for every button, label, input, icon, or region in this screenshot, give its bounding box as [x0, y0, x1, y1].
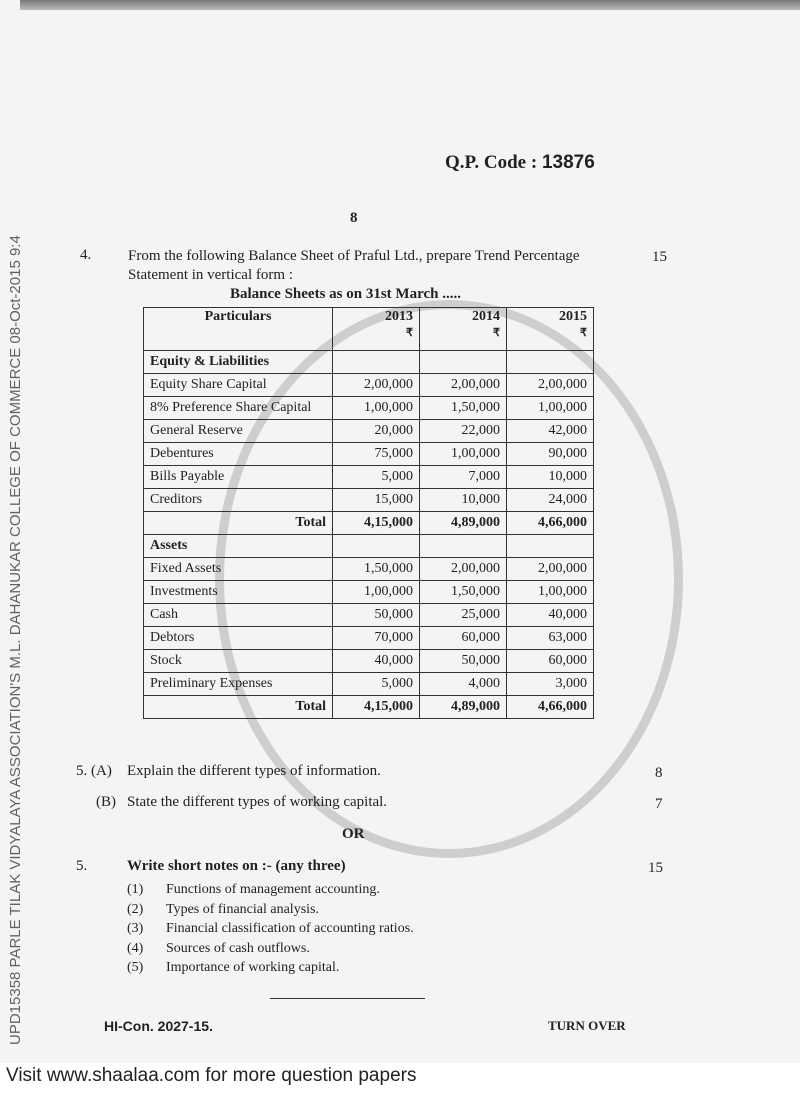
footer-banner-text[interactable]: Visit www.shaalaa.com for more question papers: [6, 1065, 417, 1086]
row-label: Preliminary Expenses: [144, 673, 333, 696]
balance-sheet-table: [143, 307, 594, 719]
list-item-number: (2): [127, 901, 144, 917]
row-label: Debtors: [144, 627, 333, 650]
question-marks: 15: [648, 860, 663, 876]
empty-cell: [420, 351, 507, 374]
total-value: 4,89,000: [420, 696, 507, 719]
column-header: 2013 ₹: [333, 308, 420, 351]
table-header-row: [144, 308, 594, 351]
cell-value: 40,000: [333, 650, 420, 673]
table-row: [144, 650, 594, 673]
cell-value: 2,00,000: [507, 374, 594, 397]
turn-over-label: TURN OVER: [548, 1018, 626, 1033]
total-row: [144, 696, 594, 719]
cell-value: 60,000: [420, 627, 507, 650]
table-row: [144, 489, 594, 512]
cell-value: 1,50,000: [420, 397, 507, 420]
list-item-text: Functions of management accounting.: [166, 882, 380, 897]
total-label: Total: [144, 696, 333, 719]
cell-value: 1,00,000: [507, 581, 594, 604]
cell-value: 1,00,000: [507, 397, 594, 420]
table-row: [144, 466, 594, 489]
section-title: Equity & Liabilities: [144, 351, 333, 374]
question-text: State the different types of working capital.: [127, 794, 388, 810]
cell-value: 1,00,000: [333, 581, 420, 604]
cell-value: 1,50,000: [333, 558, 420, 581]
question-marks: 15: [652, 249, 667, 265]
empty-cell: [333, 351, 420, 374]
list-item-number: (3): [127, 921, 144, 936]
row-label: Investments: [144, 581, 333, 604]
list-item: [127, 939, 414, 959]
list-item: [127, 880, 414, 900]
total-value: 4,66,000: [507, 696, 594, 719]
question-text: Write short notes on :- (any three): [127, 858, 346, 874]
cell-value: 1,00,000: [420, 443, 507, 466]
cell-value: 10,000: [420, 489, 507, 512]
question-number: 5. (A): [76, 763, 112, 779]
cell-value: 1,50,000: [420, 581, 507, 604]
empty-cell: [507, 535, 594, 558]
divider: [270, 998, 425, 999]
cell-value: 2,00,000: [420, 558, 507, 581]
short-notes-list: [127, 880, 414, 978]
column-header: 2015 ₹: [507, 308, 594, 351]
total-value: 4,15,000: [333, 696, 420, 719]
question-marks: 7: [655, 796, 663, 812]
table-row: [144, 374, 594, 397]
scan-edge: [20, 0, 800, 10]
cell-value: 60,000: [507, 650, 594, 673]
page-number: 8: [350, 210, 358, 226]
row-label: General Reserve: [144, 420, 333, 443]
cell-value: 10,000: [507, 466, 594, 489]
or-separator: OR: [342, 826, 365, 842]
question-number: 4.: [80, 247, 92, 263]
cell-value: 5,000: [333, 673, 420, 696]
qp-code-value: 13876: [541, 152, 595, 173]
column-header: 2014 ₹: [420, 308, 507, 351]
section-row: [144, 351, 594, 374]
total-label: Total: [144, 512, 333, 535]
row-label: Cash: [144, 604, 333, 627]
cell-value: 22,000: [420, 420, 507, 443]
list-item-text: Sources of cash outflows.: [166, 940, 310, 956]
list-item: [127, 958, 414, 978]
cell-value: 40,000: [507, 604, 594, 627]
cell-value: 75,000: [333, 443, 420, 466]
section-row: [144, 535, 594, 558]
list-item-number: (4): [127, 940, 144, 956]
row-label: Stock: [144, 650, 333, 673]
cell-value: 42,000: [507, 420, 594, 443]
table-title: Balance Sheets as on 31st March .....: [230, 286, 461, 302]
row-label: Bills Payable: [144, 466, 333, 489]
row-label: Debentures: [144, 443, 333, 466]
table-row: [144, 420, 594, 443]
cell-value: 4,000: [420, 673, 507, 696]
list-item-text: Types of financial analysis.: [166, 901, 319, 917]
total-value: 4,89,000: [420, 512, 507, 535]
cell-value: 24,000: [507, 489, 594, 512]
cell-value: 25,000: [420, 604, 507, 627]
watermark-stamp: UPD15358 PARLE TILAK VIDYALAYA ASSOCIATION'S M.L. DAHANUKAR COLLEGE OF COMMERCE 08-Oct-2015 9:4: [7, 235, 24, 1045]
list-item-number: (1): [127, 882, 144, 897]
cell-value: 50,000: [420, 650, 507, 673]
list-item: [127, 900, 414, 920]
cell-value: 3,000: [507, 673, 594, 696]
row-label: 8% Preference Share Capital: [144, 397, 333, 420]
cell-value: 90,000: [507, 443, 594, 466]
question-number: (B): [96, 794, 116, 810]
qp-code: [445, 152, 595, 174]
empty-cell: [420, 535, 507, 558]
cell-value: 15,000: [333, 489, 420, 512]
total-value: 4,15,000: [333, 512, 420, 535]
cell-value: 7,000: [420, 466, 507, 489]
table-row: [144, 581, 594, 604]
table-row: [144, 673, 594, 696]
qp-code-label: Q.P. Code :: [445, 152, 538, 173]
question-text: Explain the different types of information.: [127, 763, 381, 779]
cell-value: 2,00,000: [420, 374, 507, 397]
list-item-number: (5): [127, 960, 144, 975]
table-row: [144, 558, 594, 581]
cell-value: 2,00,000: [333, 374, 420, 397]
paper-code: HI-Con. 2027-15.: [104, 1018, 213, 1034]
question-number: 5.: [76, 858, 88, 874]
column-header: Particulars: [144, 308, 333, 351]
cell-value: 20,000: [333, 420, 420, 443]
question-marks: 8: [655, 765, 663, 781]
empty-cell: [333, 535, 420, 558]
row-label: Fixed Assets: [144, 558, 333, 581]
footer-banner[interactable]: [0, 1063, 800, 1102]
table-row: [144, 443, 594, 466]
total-value: 4,66,000: [507, 512, 594, 535]
list-item: [127, 919, 414, 939]
empty-cell: [507, 351, 594, 374]
list-item-text: Importance of working capital.: [166, 960, 340, 975]
cell-value: 50,000: [333, 604, 420, 627]
cell-value: 2,00,000: [507, 558, 594, 581]
list-item-text: Financial classification of accounting ratios.: [166, 921, 414, 936]
cell-value: 1,00,000: [333, 397, 420, 420]
table-row: [144, 397, 594, 420]
cell-value: 63,000: [507, 627, 594, 650]
cell-value: 70,000: [333, 627, 420, 650]
cell-value: 5,000: [333, 466, 420, 489]
question-text: From the following Balance Sheet of Praful Ltd., prepare Trend Percentage Statement in vertical form :: [128, 248, 580, 283]
table-row: [144, 604, 594, 627]
total-row: [144, 512, 594, 535]
section-title: Assets: [144, 535, 333, 558]
row-label: Equity Share Capital: [144, 374, 333, 397]
table-row: [144, 627, 594, 650]
row-label: Creditors: [144, 489, 333, 512]
